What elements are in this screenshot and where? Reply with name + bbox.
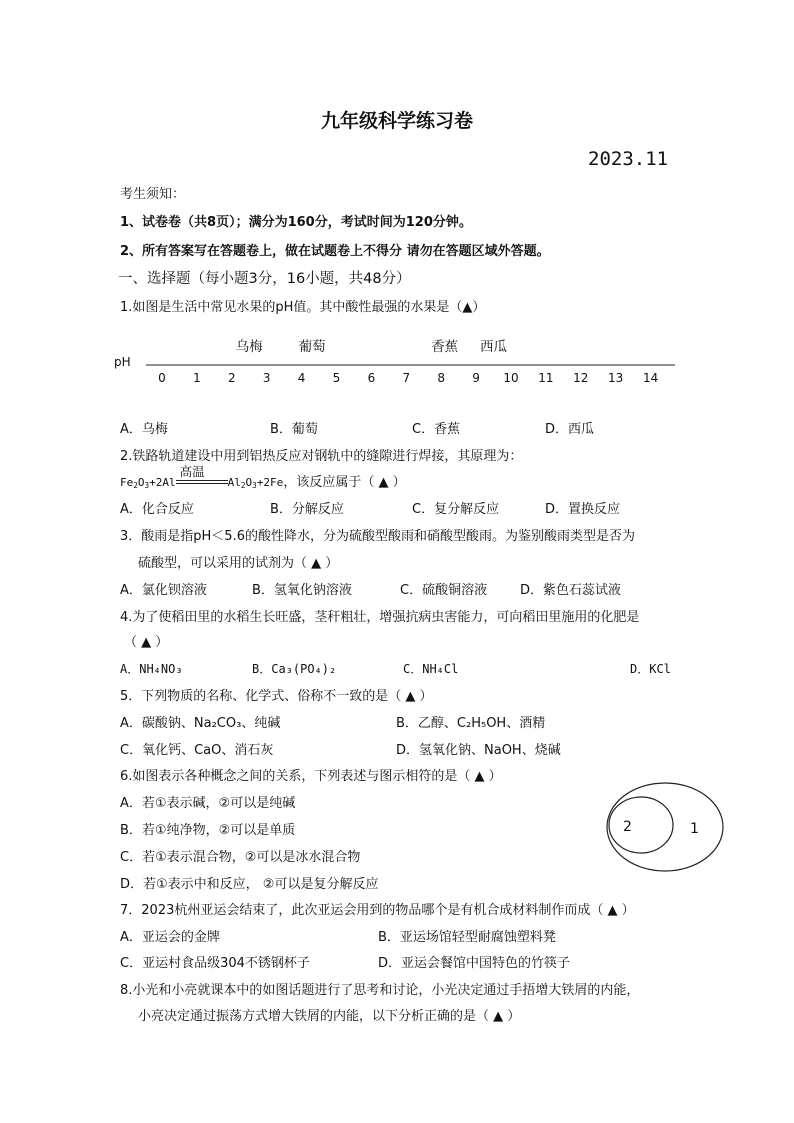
page-title: 九年级科学练习卷 bbox=[320, 110, 473, 132]
q3-option-a: A．氯化钡溶液 bbox=[120, 583, 207, 598]
q6-stem: 6.如图表示各种概念之间的关系，下列表述与图示相符的是（ ▲ ） bbox=[120, 769, 502, 784]
q6-option-d: D．若①表示中和反应， ②可以是复分解反应 bbox=[120, 877, 379, 892]
q4-stem-continued: （ ▲ ） bbox=[124, 635, 169, 650]
ph-tick-label: 6 bbox=[367, 371, 376, 385]
q7-option-d: D．亚运会餐馆中国特色的竹筷子 bbox=[378, 956, 571, 971]
ph-fruit-label: 香蕉 bbox=[431, 339, 459, 355]
q2-tail: ，该反应属于（ ▲ ） bbox=[283, 475, 406, 490]
q4-option-a: A．NH₄NO₃ bbox=[120, 662, 183, 676]
ph-tick-label: 14 bbox=[642, 371, 659, 385]
ph-tick-label: 1 bbox=[193, 371, 201, 385]
q1-stem: 1.如图是生活中常见水果的pH值。其中酸性最强的水果是（▲） bbox=[120, 300, 486, 315]
q3-stem-continued: 硫酸型，可以采用的试剂为（ ▲ ） bbox=[138, 556, 339, 571]
venn-outer-label: 1 bbox=[690, 821, 699, 837]
q2-stem: 2.铁路轨道建设中用到铝热反应对钢轨中的缝隙进行焊接，其原理为： bbox=[120, 449, 523, 464]
q6-option-a: A．若①表示碱，②可以是纯碱 bbox=[120, 796, 296, 811]
ph-axis-label: pH bbox=[114, 355, 131, 369]
ph-fruit-label: 葡萄 bbox=[298, 339, 326, 355]
q3-option-b: B．氢氧化钠溶液 bbox=[252, 583, 352, 598]
venn-inner-circle bbox=[609, 797, 673, 853]
q3-option-c: C．硫酸铜溶液 bbox=[400, 583, 488, 598]
ph-fruit-labels bbox=[236, 338, 508, 355]
q7-option-a: A．亚运会的金牌 bbox=[120, 930, 220, 945]
q1-option-a: A．乌梅 bbox=[120, 422, 168, 437]
notice-heading: 考生须知： bbox=[120, 187, 186, 202]
notice-item-2: 2、所有答案写在答题卷上，做在试题卷上不得分 请勿在答题区域外答题。 bbox=[120, 244, 550, 259]
section-heading: 一、选择题（每小题3分，16小题，共48分） bbox=[118, 271, 411, 287]
q7-option-c: C．亚运村食品级304不锈钢杯子 bbox=[120, 956, 310, 971]
q4-option-b: B．Ca₃(PO₄)₂ bbox=[252, 662, 337, 676]
q4-option-d: D．KCl bbox=[630, 662, 671, 676]
q4-stem: 4.为了使稻田里的水稻生长旺盛，茎秆粗壮，增强抗病虫害能力，可向稻田里施用的化肥是 bbox=[120, 610, 640, 625]
q2-products: $Al_2O_3+2Fe$ bbox=[227, 476, 284, 490]
ph-tick-label: 3 bbox=[262, 371, 271, 385]
exam-date: 2023.11 bbox=[588, 148, 669, 170]
q3-stem: 3．酸雨是指pH＜5.6的酸性降水，分为硫酸型酸雨和硝酸型酸雨。为鉴别酸雨类型是否为 bbox=[120, 529, 635, 544]
ph-tick-label: 10 bbox=[503, 371, 519, 385]
ph-tick-label: 13 bbox=[608, 371, 624, 385]
q1-option-c: C．香蕉 bbox=[412, 422, 461, 437]
q2-option-d: D．置换反应 bbox=[545, 502, 621, 517]
ph-fruit-label: 西瓜 bbox=[480, 339, 508, 355]
venn-diagram bbox=[604, 781, 734, 875]
ph-tick-label: 4 bbox=[297, 371, 306, 385]
q8-stem: 8.小光和小亮就课本中的如图话题进行了思考和讨论，小光决定通过手捂增大铁屑的内能， bbox=[120, 983, 640, 998]
notice-item-1: 1、试卷卷（共8页）；满分为160分，考试时间为120分钟。 bbox=[120, 215, 472, 230]
ph-scale-diagram bbox=[110, 332, 690, 392]
ph-ticks bbox=[158, 371, 658, 385]
q2-option-a: A．化合反应 bbox=[120, 502, 194, 517]
q3-option-d: D．紫色石蕊试液 bbox=[520, 583, 622, 598]
q8-stem-continued: 小亮决定通过振荡方式增大铁屑的内能，以下分析正确的是（ ▲ ） bbox=[138, 1009, 521, 1024]
q2-option-c: C．复分解反应 bbox=[412, 502, 500, 517]
q5-option-b: B．乙醇、C₂H₅OH、酒精 bbox=[396, 716, 546, 731]
venn-inner-label: 2 bbox=[623, 819, 632, 835]
q7-option-b: B．亚运场馆轻型耐腐蚀塑料凳 bbox=[378, 930, 556, 945]
q4-option-c: C．NH₄Cl bbox=[403, 662, 459, 676]
q2-option-b: B．分解反应 bbox=[270, 502, 344, 517]
ph-tick-label: 8 bbox=[437, 371, 446, 385]
q7-stem: 7．2023杭州亚运会结束了，此次亚运会用到的物品哪个是有机合成材料制作而成（ ▲ ） bbox=[120, 903, 635, 918]
q2-reactants: $Fe_2O_3+2Al$ bbox=[120, 476, 176, 490]
ph-tick-label: 11 bbox=[538, 371, 554, 385]
ph-tick-label: 5 bbox=[332, 371, 341, 385]
ph-tick-label: 9 bbox=[472, 371, 480, 385]
q2-reaction-arrow bbox=[176, 463, 228, 488]
q1-option-d: D．西瓜 bbox=[545, 422, 595, 437]
ph-tick-label: 7 bbox=[402, 371, 411, 385]
q6-option-b: B．若①纯净物，②可以是单质 bbox=[120, 823, 296, 838]
ph-tick-label: 0 bbox=[158, 371, 166, 385]
ph-tick-label: 12 bbox=[573, 371, 589, 385]
q2-equation bbox=[120, 463, 406, 490]
q2-condition: 高温 bbox=[179, 463, 205, 479]
q1-option-b: B．葡萄 bbox=[270, 422, 318, 437]
q5-option-d: D．氢氧化钠、NaOH、烧碱 bbox=[396, 743, 561, 758]
ph-tick-label: 2 bbox=[227, 371, 236, 385]
q5-option-a: A．碳酸钠、Na₂CO₃、纯碱 bbox=[120, 716, 281, 731]
ph-fruit-label: 乌梅 bbox=[235, 339, 263, 355]
q5-option-c: C．氧化钙、CaO、消石灰 bbox=[120, 743, 274, 758]
q5-stem: 5．下列物质的名称、化学式、俗称不一致的是（ ▲ ） bbox=[120, 689, 433, 704]
q6-option-c: C．若①表示混合物，②可以是冰水混合物 bbox=[120, 850, 361, 865]
